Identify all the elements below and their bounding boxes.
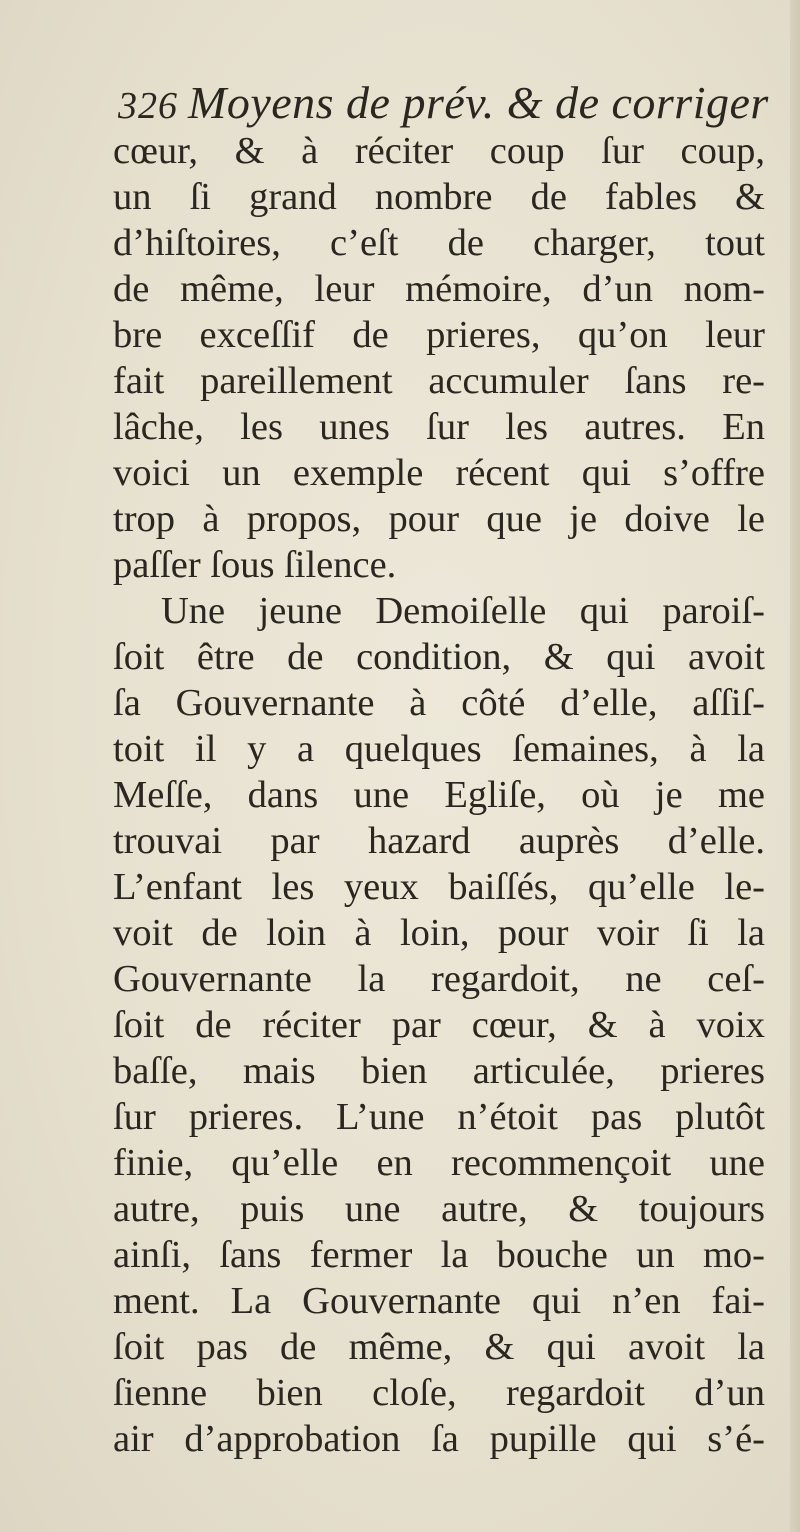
page-edge <box>790 0 800 1532</box>
text-line: air d’approbation ſa pupille qui s’é- <box>113 1418 765 1460</box>
paragraph-end-line: paſſer ſous ſilence. <box>113 544 397 586</box>
text-line: trop à propos, pour que je doive le <box>113 498 765 540</box>
body-text <box>113 128 765 1462</box>
text-line: de même, leur mémoire, d’un nom- <box>113 268 765 310</box>
text-line: toit il y a quelques ſemaines, à la <box>113 728 765 770</box>
text-line: ſoit de réciter par cœur, & à voix <box>113 1004 765 1046</box>
text-line: d’hiſtoires, c’eſt de charger, tout <box>113 222 765 264</box>
text-line: ſur prieres. L’une n’étoit pas plutôt <box>113 1096 765 1138</box>
text-line: ſa Gouvernante à côté d’elle, aſſiſ- <box>113 682 765 724</box>
text-line: bre exceſſif de prieres, qu’on leur <box>113 314 765 356</box>
text-line: ment. La Gouvernante qui n’en fai- <box>113 1280 765 1322</box>
text-line: baſſe, mais bien articulée, prieres <box>113 1050 765 1092</box>
text-line: ſoit être de condition, & qui avoit <box>113 636 765 678</box>
text-line: trouvai par hazard auprès d’elle. <box>113 820 765 862</box>
page-number: 326 <box>118 85 178 127</box>
text-line: lâche, les unes ſur les autres. En <box>113 406 765 448</box>
text-line: voici un exemple récent qui s’offre <box>113 452 765 494</box>
text-line: ſienne bien cloſe, regardoit d’un <box>113 1372 765 1414</box>
text-line: ainſi, ſans fermer la bouche un mo- <box>113 1234 765 1276</box>
text-line: un ſi grand nombre de fables & <box>113 176 765 218</box>
text-line: L’enfant les yeux baiſſés, qu’elle le- <box>113 866 765 908</box>
text-line: autre, puis une autre, & toujours <box>113 1188 765 1230</box>
text-line: ſoit pas de même, & qui avoit la <box>113 1326 765 1368</box>
text-line: Meſſe, dans une Egliſe, où je me <box>113 774 765 816</box>
page-header <box>118 76 768 136</box>
running-head: Moyens de prév. & de corriger <box>188 77 769 128</box>
text-line: cœur, & à réciter coup ſur coup, <box>113 130 765 172</box>
text-line: fait pareillement accumuler ſans re- <box>113 360 765 402</box>
text-line: finie, qu’elle en recommençoit une <box>113 1142 765 1184</box>
paragraph-start-line: Une jeune Demoiſelle qui paroiſ- <box>161 590 765 632</box>
text-line: Gouvernante la regardoit, ne ceſ- <box>113 958 765 1000</box>
text-line: voit de loin à loin, pour voir ſi la <box>113 912 765 954</box>
